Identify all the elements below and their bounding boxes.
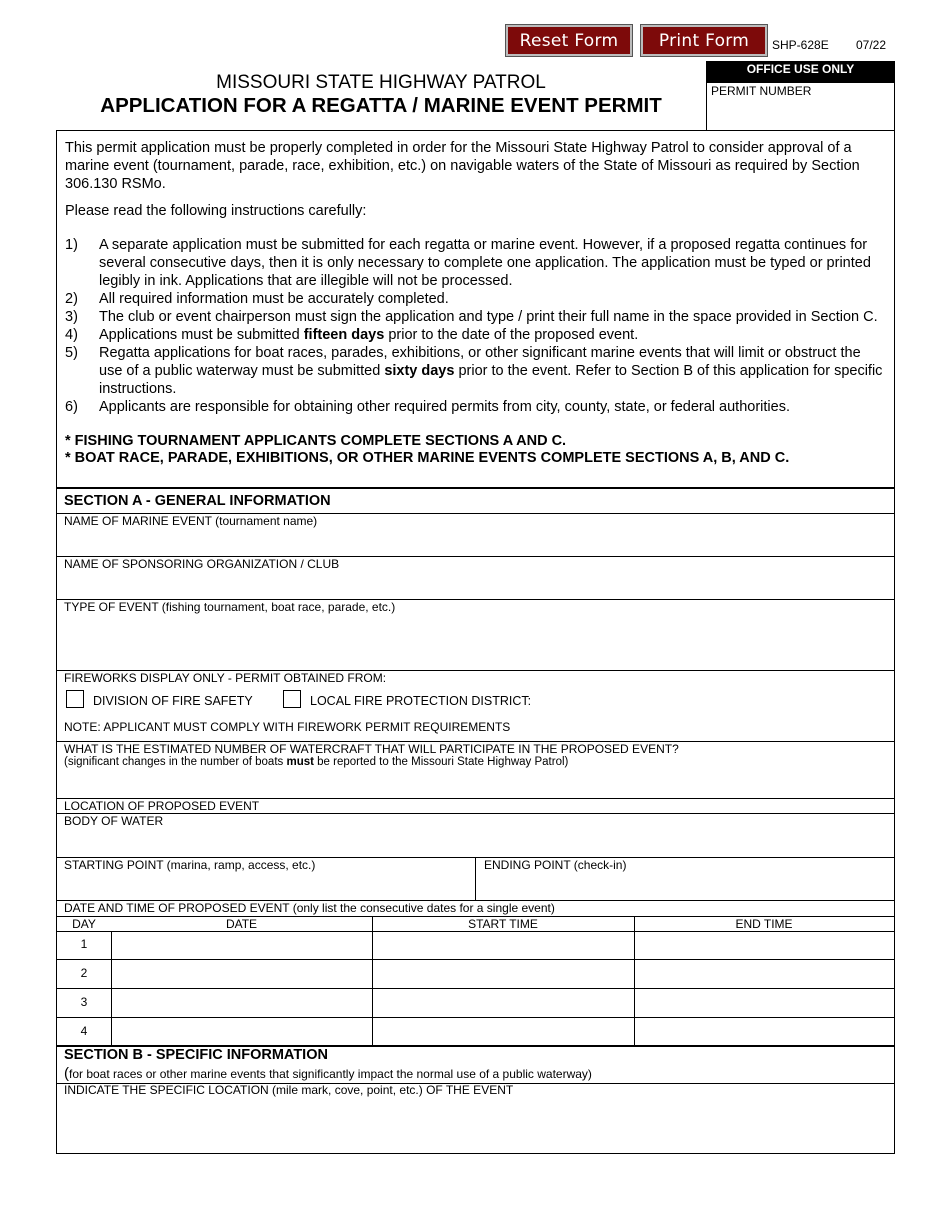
- list-number: 2): [65, 291, 78, 307]
- event-type-input[interactable]: [57, 614, 894, 669]
- note-fishing: * FISHING TOURNAMENT APPLICANTS COMPLETE SECTIONS A AND C.: [65, 433, 567, 449]
- print-form-button[interactable]: Print Form: [641, 25, 767, 56]
- list-item: [65, 236, 887, 290]
- list-text: Regatta applications for boat races, parades, exhibitions, or other significant marine events that will limit or obstruct the use of a public waterway must be submitted sixty days prior to the event. Refer to Section B of this application for specific instructions.: [99, 345, 883, 397]
- starting-point-input[interactable]: [57, 872, 474, 900]
- list-item: [65, 290, 887, 308]
- list-number: 1): [65, 237, 78, 253]
- body-of-water-label: BODY OF WATER: [64, 814, 164, 828]
- start-time-input-day-4[interactable]: [373, 1018, 634, 1045]
- instruction-list: [65, 236, 887, 416]
- datetime-heading: DATE AND TIME OF PROPOSED EVENT (only list the consecutive dates for a single event): [64, 901, 555, 915]
- column-header-date: DATE: [225, 917, 258, 931]
- date-input-day-2[interactable]: [112, 960, 372, 988]
- event-type-label: TYPE OF EVENT (fishing tournament, boat race, parade, etc.): [64, 600, 396, 614]
- section-notes: [65, 433, 887, 467]
- start-time-input-day-1[interactable]: [373, 932, 634, 959]
- list-item: [65, 344, 887, 398]
- local-fire-checkbox[interactable]: [283, 690, 301, 708]
- day-number: 2: [80, 966, 88, 980]
- fire-safety-checkbox[interactable]: [66, 690, 84, 708]
- sponsor-label: NAME OF SPONSORING ORGANIZATION / CLUB: [64, 557, 340, 571]
- watercraft-question: WHAT IS THE ESTIMATED NUMBER OF WATERCRAFT THAT WILL PARTICIPATE IN THE PROPOSED EVENT?: [64, 742, 679, 756]
- agency-name: MISSOURI STATE HIGHWAY PATROL: [216, 72, 546, 93]
- local-fire-label: LOCAL FIRE PROTECTION DISTRICT:: [310, 694, 532, 708]
- watercraft-subnote: (significant changes in the number of boats must be reported to the Missouri State Highway Patrol): [64, 756, 569, 768]
- event-name-input[interactable]: [57, 528, 894, 556]
- fireworks-note: NOTE: APPLICANT MUST COMPLY WITH FIREWORK PERMIT REQUIREMENTS: [64, 720, 511, 734]
- sponsor-input[interactable]: [57, 571, 894, 599]
- ending-point-input[interactable]: [476, 872, 894, 900]
- section-a-heading: SECTION A - GENERAL INFORMATION: [64, 493, 331, 509]
- start-time-input-day-3[interactable]: [373, 989, 634, 1017]
- office-use-heading: OFFICE USE ONLY: [706, 61, 895, 83]
- form-date: 07/22: [856, 38, 887, 52]
- event-name-label: NAME OF MARINE EVENT (tournament name): [64, 514, 318, 528]
- fire-safety-label: DIVISION OF FIRE SAFETY: [93, 694, 253, 708]
- day-number: 1: [80, 937, 88, 951]
- column-header-start-time: START TIME: [468, 917, 538, 931]
- list-item: [65, 398, 887, 416]
- list-text: A separate application must be submitted for each regatta or marine event. However, if a proposed regatta continues for several consecutive days, then it is only necessary to complete one application. The application must be typed or printed legibly in ink. Applications that are illegible will not be processed.: [99, 237, 871, 289]
- end-time-input-day-2[interactable]: [635, 960, 894, 988]
- column-header-day: DAY: [72, 917, 96, 931]
- date-input-day-3[interactable]: [112, 989, 372, 1017]
- list-number: 6): [65, 399, 78, 415]
- day-number: 3: [80, 995, 88, 1009]
- date-input-day-1[interactable]: [112, 932, 372, 959]
- ending-point-label: ENDING POINT (check-in): [484, 858, 627, 872]
- list-number: 4): [65, 327, 78, 343]
- column-header-end-time: END TIME: [735, 917, 793, 931]
- list-text: Applications must be submitted fifteen days prior to the date of the proposed event.: [99, 327, 639, 343]
- body-of-water-input[interactable]: [57, 828, 894, 856]
- divider: [57, 813, 894, 814]
- reset-form-button[interactable]: Reset Form: [506, 25, 632, 56]
- starting-point-label: STARTING POINT (marina, ramp, access, etc.): [64, 858, 316, 872]
- list-text: Applicants are responsible for obtaining other required permits from city, county, state, or federal authorities.: [99, 399, 790, 415]
- list-text: The club or event chairperson must sign the application and type / print their full name in the space provided in Section C.: [99, 309, 878, 325]
- list-number: 3): [65, 309, 78, 325]
- end-time-input-day-3[interactable]: [635, 989, 894, 1017]
- specific-location-label: INDICATE THE SPECIFIC LOCATION (mile mark, cove, point, etc.) OF THE EVENT: [64, 1083, 514, 1097]
- watercraft-count-input[interactable]: [57, 771, 894, 798]
- permit-number-label: PERMIT NUMBER: [711, 84, 812, 98]
- form-number: SHP-628E: [772, 38, 829, 52]
- intro-paragraph: This permit application must be properly completed in order for the Missouri State Highway Patrol to consider approval of a marine event (tournament, parade, race, exhibition, etc.) on navigable waters of the State of Missouri as required by Section 306.130 RSMo.: [65, 140, 860, 192]
- section-b-heading: SECTION B - SPECIFIC INFORMATION: [64, 1047, 328, 1063]
- fireworks-label: FIREWORKS DISPLAY ONLY - PERMIT OBTAINED FROM:: [64, 671, 387, 685]
- note-boat-race: * BOAT RACE, PARADE, EXHIBITIONS, OR OTHER MARINE EVENTS COMPLETE SECTIONS A, B, AND C.: [65, 450, 790, 466]
- form-body: [56, 130, 895, 1154]
- start-time-input-day-2[interactable]: [373, 960, 634, 988]
- instructions: [65, 139, 887, 467]
- local-fire-district-input[interactable]: [535, 689, 891, 711]
- form-title: APPLICATION FOR A REGATTA / MARINE EVENT PERMIT: [100, 94, 662, 117]
- day-number: 4: [80, 1024, 88, 1038]
- specific-location-input[interactable]: [57, 1098, 894, 1153]
- list-text: All required information must be accurately completed.: [99, 291, 449, 307]
- list-item: [65, 326, 887, 344]
- end-time-input-day-1[interactable]: [635, 932, 894, 959]
- end-time-input-day-4[interactable]: [635, 1018, 894, 1045]
- read-instructions: Please read the following instructions carefully:: [65, 203, 367, 219]
- date-input-day-4[interactable]: [112, 1018, 372, 1045]
- divider: [57, 487, 894, 489]
- list-number: 5): [65, 345, 78, 361]
- list-item: [65, 308, 887, 326]
- section-b-subheading: (for boat races or other marine events that significantly impact the normal use of a public waterway): [64, 1065, 592, 1082]
- location-heading: LOCATION OF PROPOSED EVENT: [64, 799, 260, 813]
